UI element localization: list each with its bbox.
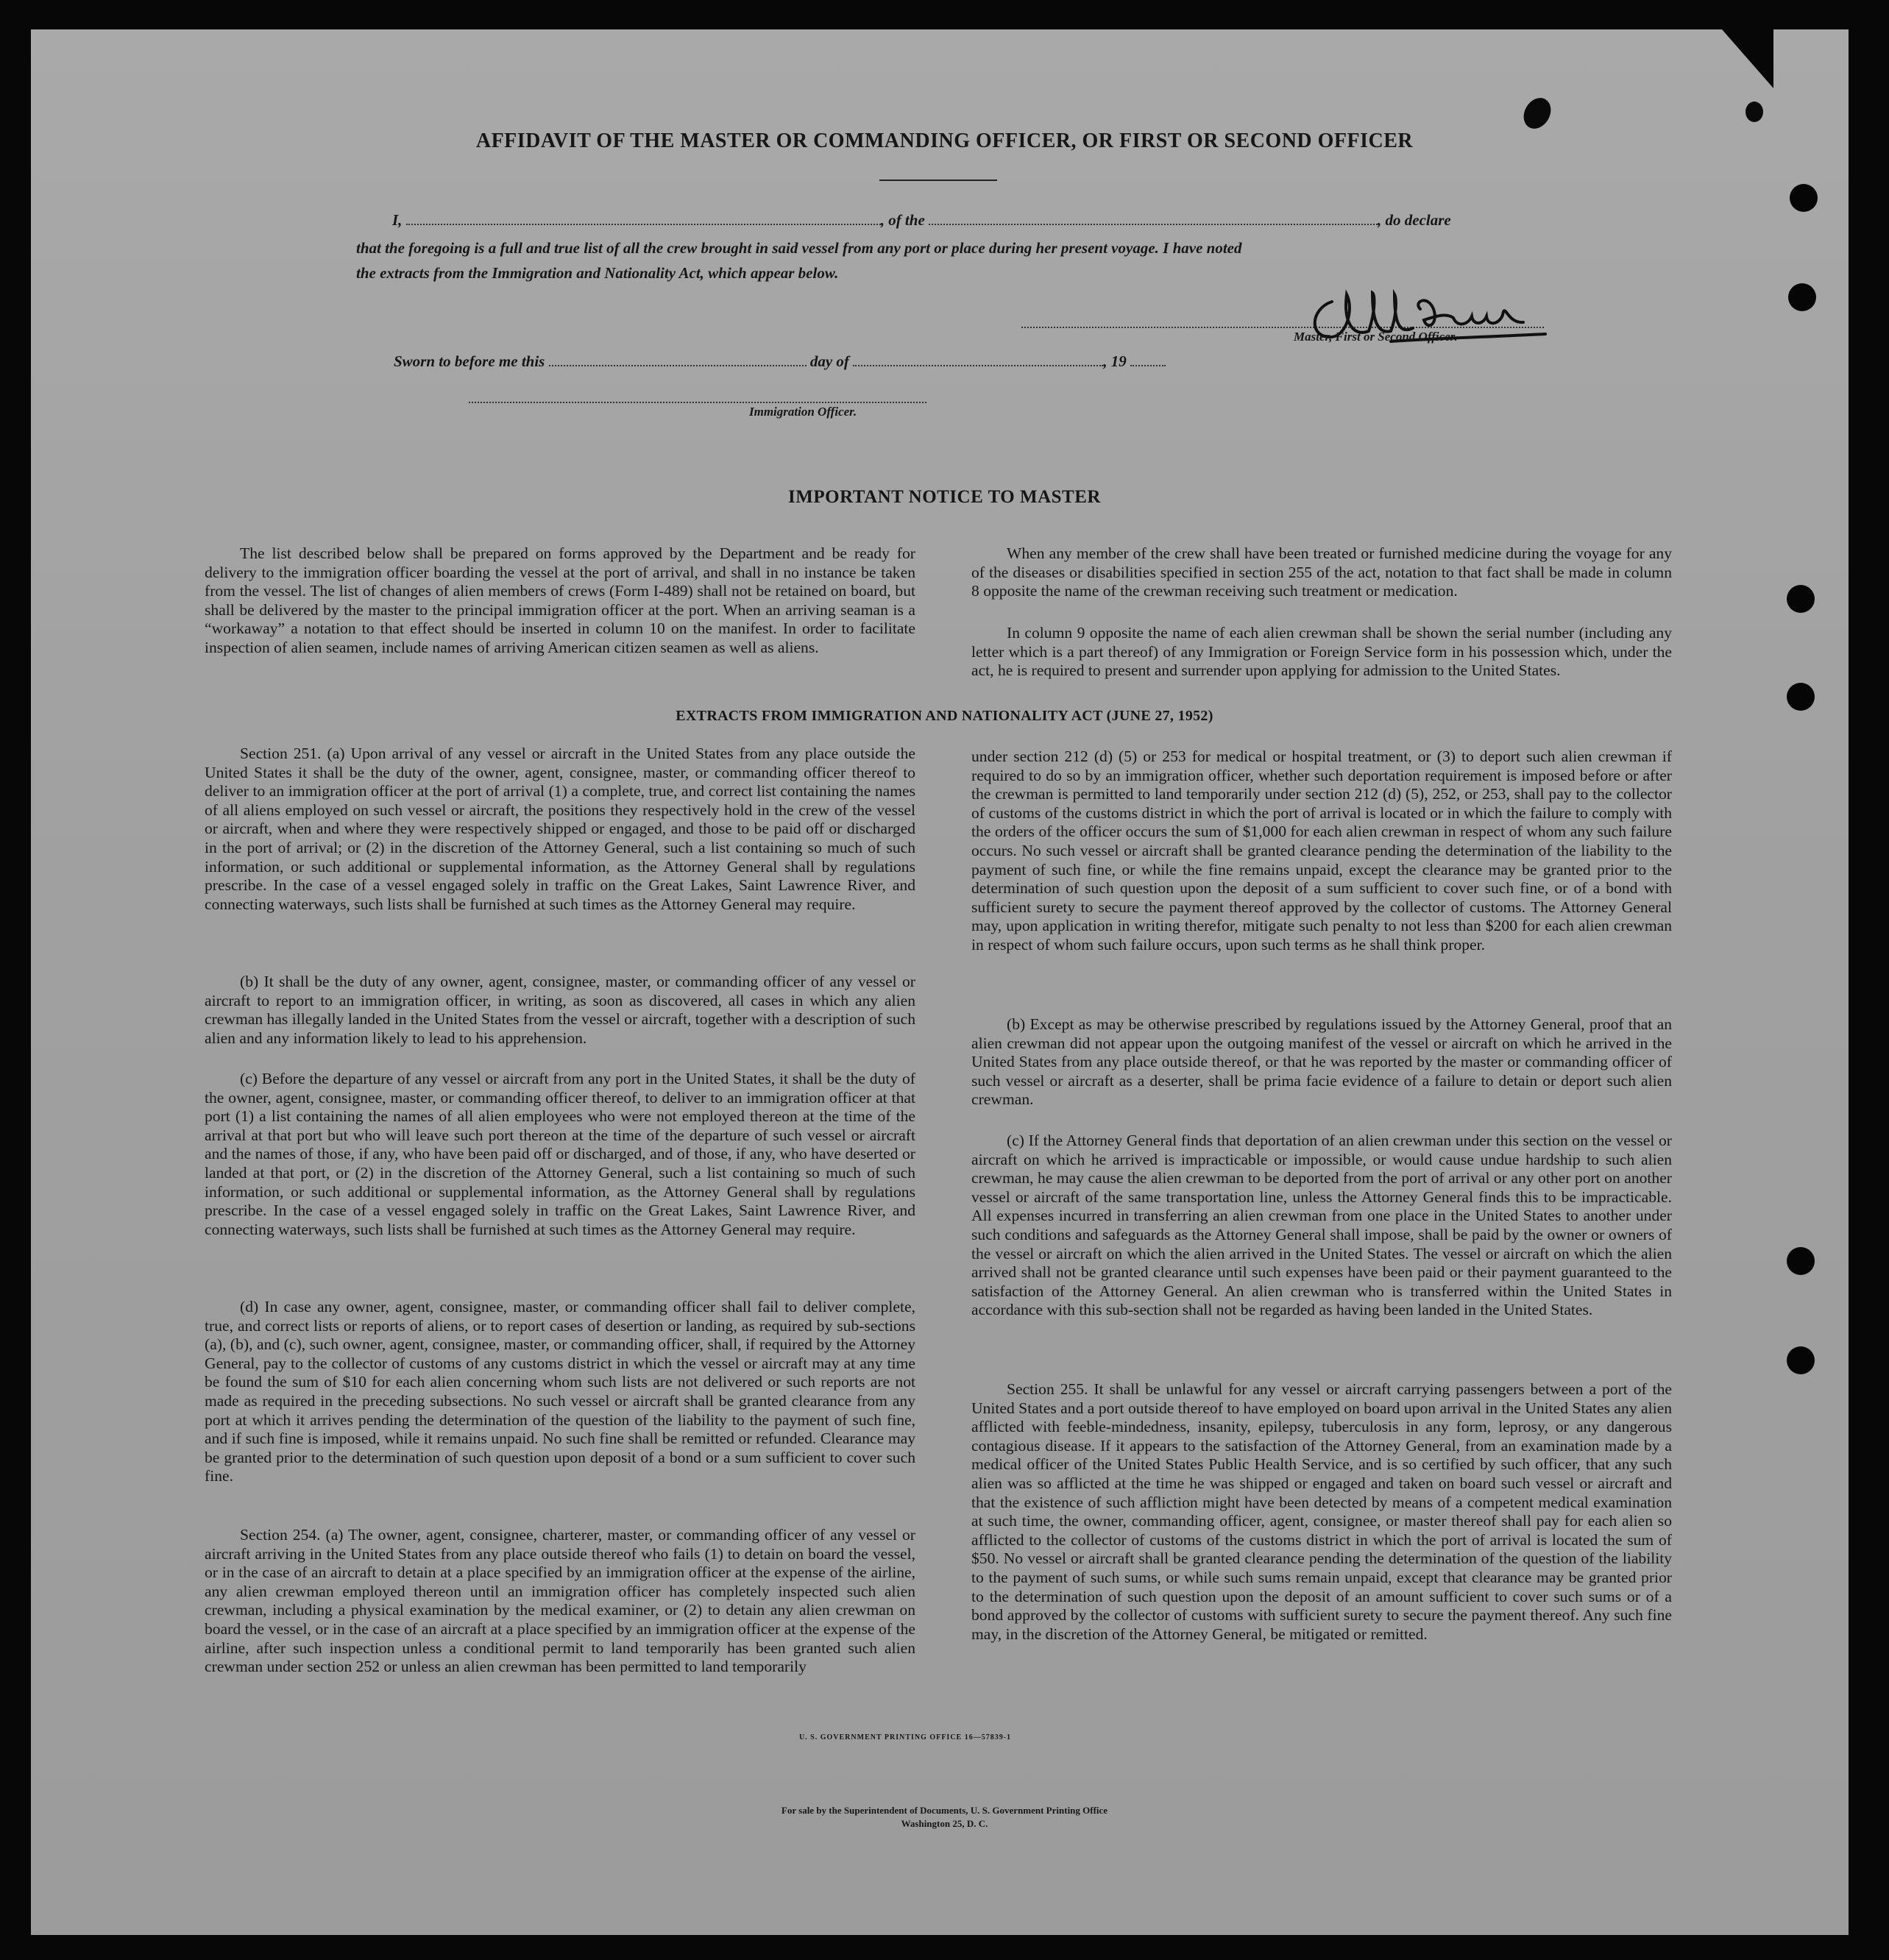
notice-title: IMPORTANT NOTICE TO MASTER xyxy=(788,487,1101,507)
sworn-prefix: Sworn to before me this xyxy=(394,352,545,370)
punch-hole xyxy=(1787,585,1815,613)
declaration-fill-line xyxy=(392,210,1451,230)
section-251-d: (d) In case any owner, agent, consignee, master, or commanding officer shall fail to deliver complete, true, and correct lists or reports of aliens, or to report cases of desertion or landing, as required by sub-sections (a), (b), and (c), such owner, agent, consignee, master, or commanding officer, shall, if required by the Attorney General, pay to the collector of customs of any customs district in which the vessel or aircraft may at any time be found the sum of $10 for each alien concerning whom such lists are not delivered or such reports are not made as required in the preceding subsections. No such vessel or aircraft shall be granted clearance from any port at which it arrives pending the determination of the question of the liability to the payment of such fine, and if such fine is imposed, while it remains unpaid. No such fine shall be remitted or refunded. Clearance may be granted prior to the determination of such question upon deposit of a bond or a sum sufficient to cover such fine. xyxy=(205,1298,915,1485)
declare-of-the: , of the xyxy=(880,211,925,229)
sworn-line xyxy=(394,352,1166,371)
sworn-day-field[interactable] xyxy=(549,352,807,366)
extracts-title: EXTRACTS FROM IMMIGRATION AND NATIONALITY ACT (JUNE 27, 1952) xyxy=(676,708,1213,724)
vessel-field[interactable] xyxy=(929,210,1378,225)
section-251-c: (c) Before the departure of any vessel or aircraft from any port in the United States, it shall be the duty of the owner, agent, consignee, master, or commanding officer thereof, to deliver to an immigration officer at that port (1) a list containing the names of all alien employees who were not employed thereon at the time of the arrival at that port but who will leave such port thereon at the time of the departure of such vessel or aircraft and the names of those, if any, who have been paid off or discharged, and of those, if any, who have deserted or landed at that port, or (2) in the discretion of the Attorney General, such a list containing so much of such information, or such additional or supplemental information, as the Attorney General shall by regulations prescribe. In the case of a vessel engaged solely in traffic on the Great Lakes, Saint Lawrence River, and connecting waterways, such lists shall be furnished at such times as the Attorney General may require. xyxy=(205,1070,915,1238)
sworn-day-of: day of xyxy=(809,352,849,370)
sale-line-2: Washington 25, D. C. xyxy=(901,1818,988,1829)
declaration-text-2: the extracts from the Immigration and Nationality Act, which appear below. xyxy=(356,264,839,282)
punch-hole xyxy=(1787,1247,1815,1275)
name-field[interactable] xyxy=(406,210,881,225)
officer-caption: Immigration Officer. xyxy=(749,405,857,419)
notice-left-paragraph: The list described below shall be prepared on forms approved by the Department and be ready for delivery to the immigration officer boarding the vessel at the port of arrival, and shall in no instance be taken from the vessel. The list of changes of alien members of crews (Form I-489) shall not be retained on board, but shall be delivered by the master to the principal immigration officer at the port. When an arriving seaman is a “workaway” a notation to that effect should be inserted in column 10 on the manifest. In order to facilitate inspection of alien seamen, include names of arriving American citizen seamen as well as aliens. xyxy=(205,544,915,656)
declare-i: I, xyxy=(392,211,403,229)
punch-hole xyxy=(1788,283,1816,311)
declaration-text-1: that the foregoing is a full and true list of all the crew brought in said vessel from any port or place during her present voyage. I have noted xyxy=(356,239,1242,257)
affidavit-title: AFFIDAVIT OF THE MASTER OR COMMANDING OFFICER, OR FIRST OR SECOND OFFICER xyxy=(475,129,1414,152)
punch-hole xyxy=(1787,683,1815,711)
punch-hole xyxy=(1787,1346,1815,1374)
notice-right-paragraph-1: When any member of the crew shall have been treated or furnished medicine during the voyage for any of the diseases or disabilities specified in section 255 of the act, notation to that fact shall be made in column 8 opposite the name of the crewman receiving such treatment or medication. xyxy=(971,544,1672,600)
section-251-b: (b) It shall be the duty of any owner, agent, consignee, master, or commanding officer of any vessel or aircraft to report to an immigration officer, in writing, as soon as discovered, all cases in which any alien crewman has illegally landed in the United States from the vessel or aircraft, together with a description of such alien and any information likely to lead to his apprehension. xyxy=(205,973,916,1047)
punch-hole xyxy=(1790,184,1818,212)
section-254-c: (c) If the Attorney General finds that deportation of an alien crewman under this section on the vessel or aircraft on which he arrived is impracticable or impossible, or would cause undue hardship to such alien crewman, he may cause the alien crewman to be deported from the port of arrival or any other port on another vessel or aircraft of the same transportation line, unless the Attorney General finds this to be impracticable. All expenses incurred in transferring an alien crewman from one place in the United States to another under such conditions and safeguards as the Attorney General shall impose, shall be paid by the owner or owners of the vessel or aircraft on which the alien arrived in the United States. The vessel or aircraft on which the alien arrived shall not be granted clearance until such expenses have been paid or their payment guaranteed to the satisfaction of the Attorney General. An alien crewman who is transferred within the United States in accordance with this sub-section shall not be regarded as having been landed in the United States. xyxy=(971,1132,1672,1319)
sworn-year-field[interactable] xyxy=(1130,352,1166,366)
gpo-imprint: U. S. GOVERNMENT PRINTING OFFICE 16—57839-1 xyxy=(798,1733,1012,1741)
torn-corner xyxy=(1722,29,1773,88)
notice-right-paragraph-2: In column 9 opposite the name of each alien crewman shall be shown the serial number (including any letter which is a part thereof) of any Immigration or Foreign Service form in his possession which, under the act, he is required to present and surrender upon applying for admission to the United States. xyxy=(971,624,1672,680)
title-rule xyxy=(879,180,997,181)
officer-signature-line xyxy=(469,402,926,403)
ink-blot xyxy=(1746,102,1763,122)
section-251-a: Section 251. (a) Upon arrival of any vessel or aircraft in the United States from any place outside the United States it shall be the duty of the owner, agent, consignee, master, or commanding officer thereof to deliver to an immigration officer at the port of arrival (1) a complete, true, and correct list containing the names of all aliens employed on such vessel or aircraft, the positions they respectively hold in the crew of the vessel or aircraft, when and where they were respectively shipped or engaged, and those to be paid off or discharged in the port of arrival; or (2) in the discretion of the Attorney General, such a list containing so much of such information, or such additional or supplemental information, as the Attorney General shall by regulations prescribe. In the case of a vessel engaged solely in traffic on the Great Lakes, Saint Lawrence River, and connecting waterways, such lists shall be furnished at such times as the Attorney General may require. xyxy=(205,745,915,913)
section-254-b: (b) Except as may be otherwise prescribed by regulations issued by the Attorney General, proof that an alien crewman did not appear upon the outgoing manifest of the vessel or aircraft on which he arrived in the United States from any place outside thereof, or that he was reported by the master or commanding officer of such vessel or aircraft as a deserter, shall be prima facie evidence of a failure to detain or deport such alien crewman. xyxy=(971,1015,1672,1109)
section-254-a: Section 254. (a) The owner, agent, consignee, charterer, master, or commanding officer of any vessel or aircraft arriving in the United States from any place outside thereof who fails (1) to detain on board the vessel, or in the case of an aircraft to detain at a place specified by an immigration officer at the expense of the airline, any alien crewman employed thereon until an immigration officer has completely inspected such alien crewman, including a physical examination by the medical examiner, or (2) to detain any alien crewman on board the vessel, or in the case of an aircraft at a place specified by an immigration officer at the expense of the airline, after such inspection unless a conditional permit to land temporarily has been granted such alien crewman under section 252 or unless an alien crewman has been permitted to land temporarily xyxy=(205,1526,915,1676)
declare-do: , do declare xyxy=(1378,211,1451,229)
sworn-year: , 19 xyxy=(1103,352,1127,370)
sworn-month-field[interactable] xyxy=(853,352,1103,366)
section-255: Section 255. It shall be unlawful for any vessel or aircraft carrying passengers between a port of the United States and a port outside thereof to have employed on board upon arrival in the United States any alien afflicted with feeble-mindedness, insanity, epilepsy, tuberculosis in any form, leprosy, or any dangerous contagious disease. If it appears to the satisfaction of the Attorney General, from an examination made by a medical officer of the United States Public Health Service, and is so certified by such officer, that any such alien was so afflicted at the time he was shipped or engaged and taken on board such vessel or aircraft and that the existence of such affliction might have been detected by means of a competent medical examination at such time, the owner, commanding officer, agent, consignee, or master thereof shall pay for each alien so afflicted to the collector of customs of the customs district in which the port of arrival is located the sum of $50. No vessel or aircraft shall be granted clearance pending the determination of the question of the liability to the payment of such sums, or while such sums remain unpaid, except that clearance may be granted prior to the determination of such question upon the deposit of an amount sufficient to cover such sums or of a bond approved by the collector of customs with sufficient surety to secure the payment thereof. Any such fine may, in the discretion of the Attorney General, be mitigated or remitted. xyxy=(971,1380,1672,1643)
sale-notice xyxy=(0,1804,1889,1831)
sale-line-1: For sale by the Superintendent of Documents, U. S. Government Printing Office xyxy=(781,1805,1108,1816)
section-254-a-continued: under section 212 (d) (5) or 253 for medical or hospital treatment, or (3) to deport such alien crewman if required to do so by an immigration officer, whether such deportation requirement is imposed before or after the crewman is permitted to land temporarily under section 212 (d) (5), 252, or 253, shall pay to the collector of customs of the customs district in which the port of arrival is located or in which the failure to comply with the orders of the officer occurs the sum of $1,000 for each alien crewman in respect of whom any such failure occurs. No such vessel or aircraft shall be granted clearance pending the determination of the liability to the payment of such fine, or while the fine remains unpaid, except the clearance may be granted prior to the determination of such question upon the deposit of a sum sufficient to cover such fine, or of a bond with sufficient surety to secure the payment thereof approved by the collector of customs. The Attorney General may, upon application in writing therefor, mitigate such penalty to not less than $200 for each alien crewman in respect of whom such failure occurs, upon such terms as he shall think proper. xyxy=(971,748,1672,954)
signature-caption: Master, First or Second Officer. xyxy=(1294,330,1458,344)
